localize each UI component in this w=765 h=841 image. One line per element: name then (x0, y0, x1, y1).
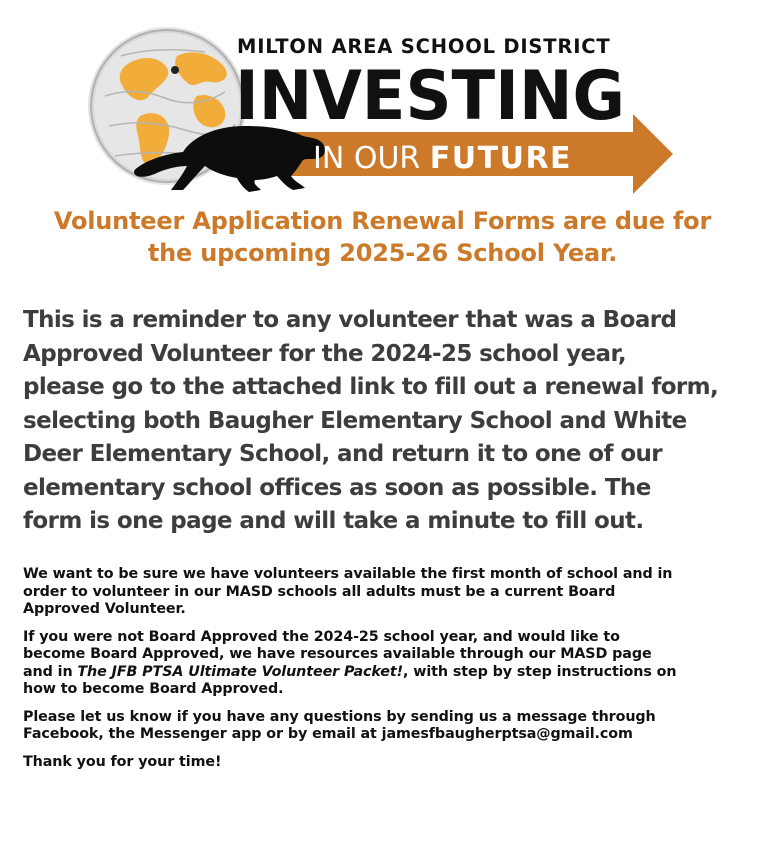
headline-line-2: the upcoming 2025-26 School Year. (147, 239, 618, 267)
headline-line-1: Volunteer Application Renewal Forms are due for (53, 207, 712, 235)
reminder-paragraph (23, 304, 753, 539)
logo-graphic (85, 26, 685, 196)
reminder-line: elementary school offices as soon as possible. The (23, 474, 651, 501)
volunteer-packet-title: The JFB PTSA Ultimate Volunteer Packet! (77, 663, 404, 680)
volunteers-paragraph (23, 566, 748, 619)
resources-paragraph (23, 629, 748, 699)
tagline-main: INVESTING (235, 57, 625, 136)
reminder-line: Approved Volunteer for the 2024-25 school year, (23, 340, 626, 367)
details-line: Facebook, the Messenger app or by email at jamesfbaugherptsa@gmail.com (23, 726, 633, 742)
thank-you-text (23, 754, 748, 772)
details-line: how to become Board Approved. (23, 681, 284, 697)
reminder-line: selecting both Baugher Elementary School and White (23, 407, 687, 434)
details-line: If you were not Board Approved the 2024-25 school year, and would like to (23, 628, 620, 645)
details-line: order to volunteer in our MASD schools all adults must be a current Board (23, 583, 616, 600)
reminder-line: This is a reminder to any volunteer that was a Board (23, 307, 677, 333)
reminder-line: form is one page and will take a minute to fill out. (23, 508, 644, 534)
district-logo (85, 26, 685, 196)
tagline-in-our: IN OUR (313, 141, 430, 176)
district-name: MILTON AREA SCHOOL DISTRICT (237, 35, 611, 58)
tagline-future: FUTURE (429, 141, 573, 176)
details-line: Approved Volunteer. (23, 601, 186, 617)
details-section (23, 566, 748, 781)
contact-paragraph (23, 709, 748, 744)
reminder-line: Deer Elementary School, and return it to one of our (23, 441, 663, 467)
reminder-line: please go to the attached link to fill out a renewal form, (23, 374, 719, 400)
tagline-sub (313, 141, 572, 176)
details-line: and in (23, 663, 78, 680)
details-line: We want to be sure we have volunteers available the first month of school and in (23, 566, 673, 582)
headline (0, 205, 765, 269)
details-line: become Board Approved, we have resources available through our MASD page (23, 646, 652, 662)
details-line: Thank you for your time! (23, 753, 222, 770)
details-line: , with step by step instructions on (403, 663, 677, 680)
details-line: Please let us know if you have any questions by sending us a message through (23, 708, 656, 725)
